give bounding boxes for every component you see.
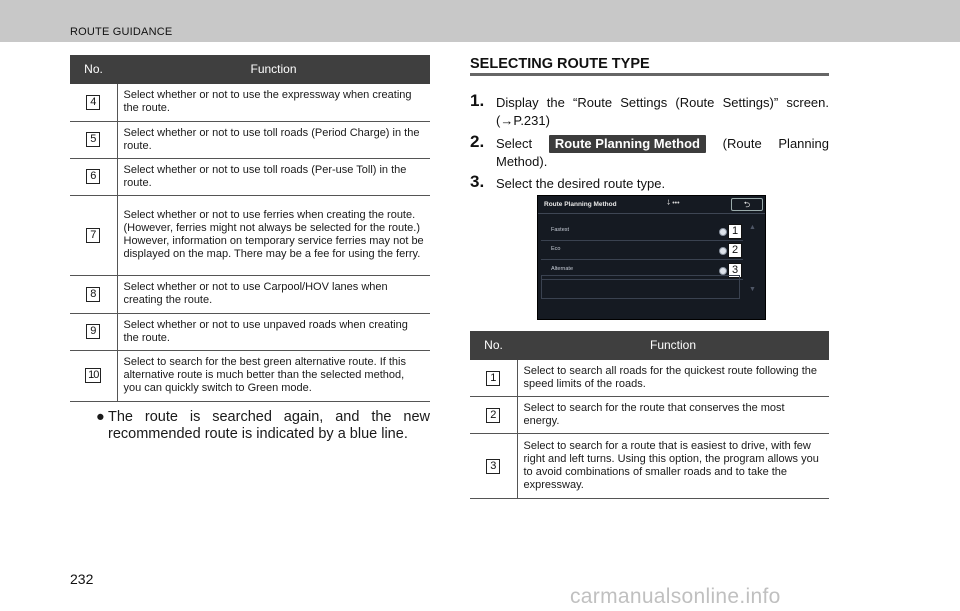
table-row <box>70 275 430 313</box>
callout-number: 1 <box>728 224 742 239</box>
scroll-down-icon[interactable]: ▼ <box>749 286 756 293</box>
step-number: 2. <box>470 132 485 151</box>
step-text-continued: Method). <box>496 154 548 169</box>
row-number-cell <box>70 350 117 401</box>
step-text: Planning <box>778 136 829 151</box>
bullet-note-line1: The route is searched again, and the new <box>108 409 430 425</box>
column-header-function: Function <box>517 331 829 360</box>
row-number-cell <box>70 158 117 195</box>
row-description: Select whether or not to use Carpool/HOV lanes when creating the route. <box>117 275 430 313</box>
callout-number: 2 <box>728 243 742 258</box>
table-row <box>470 397 829 434</box>
row-description: Select whether or not to use toll roads (Period Charge) in the route. <box>117 121 430 158</box>
step-number: 1. <box>470 91 485 110</box>
table-row <box>70 158 430 195</box>
bullet-note-line2: recommended route is indicated by a blue line. <box>108 426 408 442</box>
row-description: Select whether or not to use toll roads (Per-use Toll) in the route. <box>117 158 430 195</box>
step-text: (Route <box>722 136 762 151</box>
row-description: Select to search for the best green alternative route. If this alternative route is much better than the selected method, you can quickly switch to Green mode. <box>117 350 430 401</box>
left-function-table <box>70 55 430 402</box>
route-planning-method-button[interactable]: Route Planning Method <box>549 135 706 153</box>
radio-indicator-icon[interactable] <box>719 228 727 236</box>
row-number-cell <box>470 397 517 434</box>
row-number-cell <box>70 195 117 275</box>
item-number-badge: 6 <box>86 169 100 184</box>
step-number: 3. <box>470 172 485 191</box>
row-number-cell <box>470 360 517 397</box>
item-number-badge: 10 <box>85 368 101 383</box>
step-text: Select <box>496 136 533 151</box>
item-number-badge: 3 <box>486 459 500 474</box>
row-number-cell <box>70 121 117 158</box>
option-label: Alternate <box>551 266 574 272</box>
column-header-no: No. <box>470 331 517 360</box>
signal-status-icon: ⸸ ••• <box>667 200 680 207</box>
callout-number: 3 <box>728 263 742 278</box>
row-description: Select whether or not to use ferries when creating the route. (However, ferries might not always be selected for the route.) However, information on temporary service ferries may not be displayed on the map. There may be a fee for using the ferry. <box>117 195 430 275</box>
row-description: Select whether or not to use unpaved roads when creating the route. <box>117 313 430 350</box>
item-number-badge: 4 <box>86 95 100 110</box>
option-fastest[interactable] <box>541 223 743 241</box>
row-description: Select to search for the route that conserves the most energy. <box>517 397 829 434</box>
row-description: Select to search for a route that is easiest to drive, with few right and left turns. Using this option, the program allows you to avoid combinations of smaller roads and to take the expressway. <box>517 434 829 499</box>
option-label: Eco <box>551 246 561 252</box>
row-number-cell <box>70 313 117 350</box>
screen-divider <box>538 213 765 214</box>
item-number-badge: 5 <box>86 132 100 147</box>
item-number-badge: 8 <box>86 287 100 302</box>
item-number-badge: 7 <box>86 228 100 243</box>
section-title-rule <box>470 73 829 76</box>
back-button[interactable]: ⮌ <box>731 198 763 211</box>
table-row <box>70 84 430 121</box>
item-number-badge: 9 <box>86 324 100 339</box>
scroll-up-icon[interactable]: ▲ <box>749 224 756 231</box>
table-row <box>70 313 430 350</box>
option-eco[interactable] <box>541 242 743 260</box>
step-2-line1 <box>496 135 829 153</box>
section-header-title: ROUTE GUIDANCE <box>70 26 173 38</box>
option-label: Fastest <box>551 227 570 233</box>
column-header-function: Function <box>117 55 430 84</box>
radio-indicator-icon[interactable] <box>719 247 727 255</box>
column-header-no: No. <box>70 55 117 84</box>
table-row <box>70 195 430 275</box>
page-reference: (→P.231) <box>496 113 550 128</box>
table-row <box>470 360 829 397</box>
bullet-icon: ● <box>96 409 105 425</box>
table-row <box>70 121 430 158</box>
radio-indicator-icon[interactable] <box>719 267 727 275</box>
item-number-badge: 2 <box>486 408 500 423</box>
table-row <box>70 350 430 401</box>
page-number: 232 <box>70 571 94 587</box>
row-number-cell <box>470 434 517 499</box>
bullet-note <box>96 409 430 443</box>
right-function-table <box>470 331 829 499</box>
route-planning-screen <box>537 195 766 320</box>
row-description: Select whether or not to use the expressway when creating the route. <box>117 84 430 121</box>
step-text: Select the desired route type. <box>496 176 666 191</box>
row-description: Select to search all roads for the quickest route following the speed limits of the roads. <box>517 360 829 397</box>
section-title: SELECTING ROUTE TYPE <box>470 56 650 72</box>
row-number-cell <box>70 275 117 313</box>
step-1-line1 <box>496 94 829 112</box>
empty-option-slot <box>541 275 740 299</box>
table-row <box>470 434 829 499</box>
screen-title: Route Planning Method <box>544 201 617 208</box>
row-number-cell <box>70 84 117 121</box>
step-text: Display the “Route Settings (Route Settings)” screen. <box>496 95 829 110</box>
watermark: carmanualsonline.info <box>570 585 781 608</box>
item-number-badge: 1 <box>486 371 500 386</box>
